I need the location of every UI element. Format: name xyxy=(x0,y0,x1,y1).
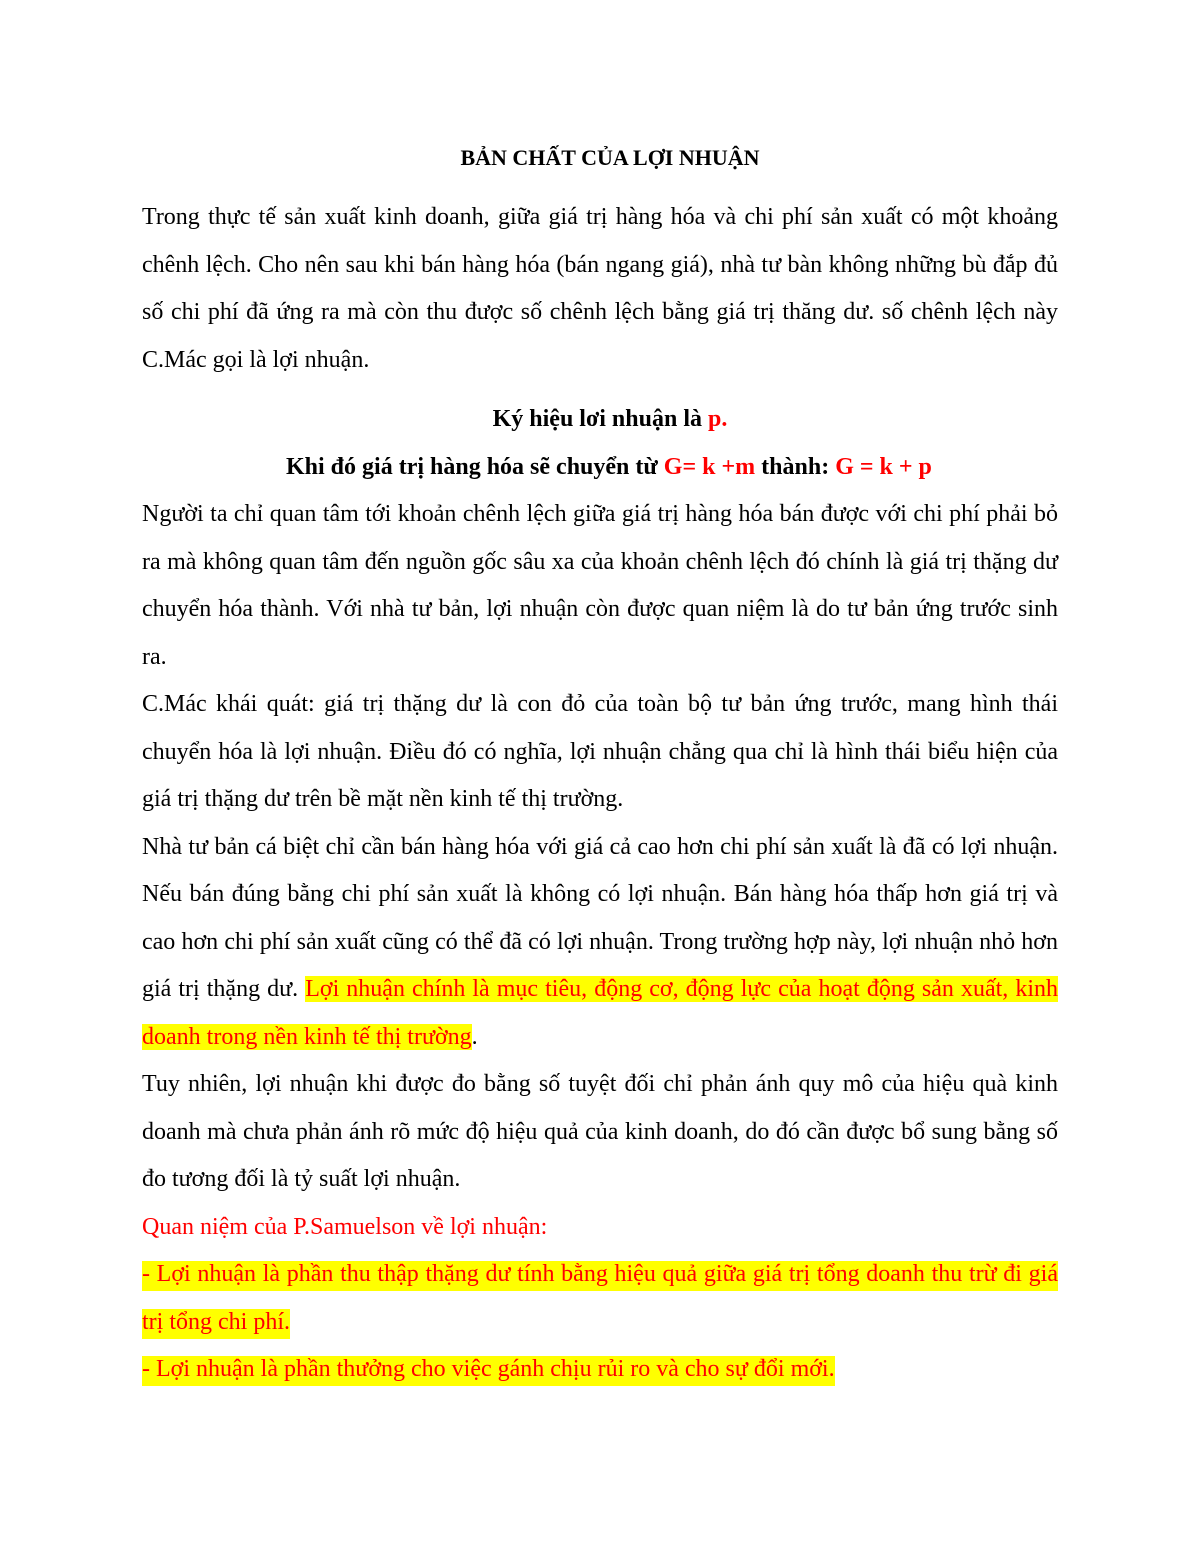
formula-symbol-label: Ký hiệu lơi nhuận là xyxy=(492,406,708,432)
samuelson-point-2 xyxy=(142,1346,1058,1394)
formula-transform-middle: thành: xyxy=(755,453,836,480)
paragraph-interest: Người ta chỉ quan tâm tới khoản chênh lệch giữa giá trị hàng hóa bán được với chi phí phải bỏ ra mà không quan tâm đến nguồn gốc sâu xa của khoản chênh lệch đó chính là giá trị thặng dư chuyển hóa thành. Với nhà tư bản, lợi nhuận còn được quan niệm là do tư bản ứng trước sinh ra. xyxy=(142,501,1058,670)
paragraph-marx: C.Mác khái quát: giá trị thặng dư là con đỏ của toàn bộ tư bản ứng trước, mang hình thái chuyển hóa là lợi nhuận. Điều đó có nghĩa, lợi nhuận chẳng qua chỉ là hình thái biểu hiện của giá trị thặng dư trên bề mặt nền kinh tế thị trường. xyxy=(142,691,1058,812)
samuelson-point-1 xyxy=(142,1251,1058,1346)
formula-from: G= k +m xyxy=(663,453,756,480)
formula-transform-line xyxy=(142,444,1058,492)
samuelson-point-2-text: - Lợi nhuận là phần thưởng cho việc gánh chịu rủi ro và cho sự đổi mới. xyxy=(142,1356,835,1386)
samuelson-point-1-text: - Lợi nhuận là phần thu thập thặng dư tính bằng hiệu quả giữa giá trị tổng doanh thu trừ đi giá trị tổng chi phí. xyxy=(142,1261,1058,1339)
formula-symbol: p. xyxy=(708,406,728,432)
paragraph-capitalist-end: . xyxy=(471,1023,478,1050)
formula-symbol-line xyxy=(142,396,1058,444)
paragraph-capitalist-text: Nhà tư bản cá biệt chỉ cần bán hàng hóa với giá cả cao hơn chi phí sản xuất là đã có lợi nhuận. Nếu bán đúng bằng chi phí sản xuất là không có lợi nhuận. Bán hàng hóa thấp hơn giá trị và cao hơn chi phí sản xuất cũng có thể đã có lợi nhuận. Trong trường hợp này, lợi nhuận nhỏ hơn giá trị thặng dư. xyxy=(142,833,1058,1002)
samuelson-heading: Quan niệm của P.Samuelson về lợi nhuận: xyxy=(142,1213,548,1240)
highlighted-goal-text: Lợi nhuận chính là mục tiêu, động cơ, động lực của hoạt động sản xuất, kinh doanh trong nền kinh tế thị trường xyxy=(142,976,1058,1050)
formula-to: G = k + p xyxy=(835,453,932,480)
document-page xyxy=(142,136,1058,1394)
paragraph-definition: Trong thực tế sản xuất kinh doanh, giữa giá trị hàng hóa và chi phí sản xuất có một khoảng chênh lệch. Cho nên sau khi bán hàng hóa (bán ngang giá), nhà tư bàn không những bù đắp đủ số chi phí đã ứng ra mà còn thu được số chênh lệch bằng giá trị thăng dư. số chênh lệch này C.Mác gọi là lợi nhuận. xyxy=(142,204,1058,373)
document-title: BẢN CHẤT CỦA LỢI NHUẬN xyxy=(460,145,760,170)
paragraph-rate: Tuy nhiên, lợi nhuận khi được đo bằng số tuyệt đối chỉ phản ánh quy mô của hiệu quà kinh doanh mà chưa phản ánh rõ mức độ hiệu quả của kinh doanh, do đó cần được bổ sung bằng số đo tương đối là tỷ suất lợi nhuận. xyxy=(142,1071,1058,1192)
formula-transform-prefix: Khi đó giá trị hàng hóa sẽ chuyển từ xyxy=(286,453,664,480)
paragraph-capitalist xyxy=(142,824,1058,1062)
